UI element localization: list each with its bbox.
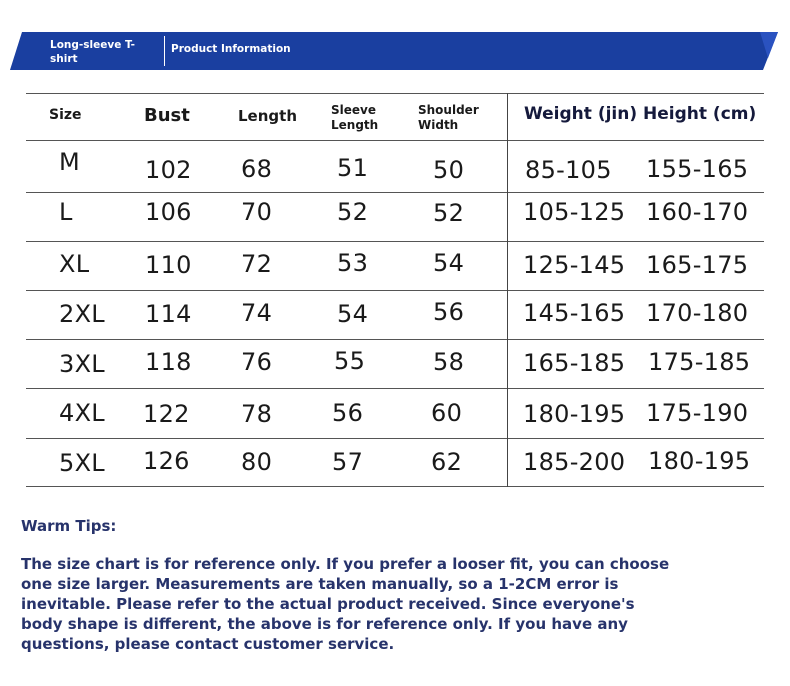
warm-tips [21,517,781,654]
cell-shoulder: 50 [433,156,465,184]
cell-height: 155-165 [646,155,749,183]
cell-weight: 185-200 [523,448,626,476]
cell-length: 80 [241,448,273,476]
cell-length: 68 [241,155,273,183]
cell-sleeve: 54 [337,300,369,328]
header-banner [0,0,790,80]
table-divider [507,93,508,487]
cell-size: 5XL [59,449,105,477]
cell-weight: 85-105 [525,156,612,184]
table-line [26,486,764,487]
header-sleeve-line2: Length [331,118,379,132]
table-line [26,140,764,141]
cell-length: 76 [241,348,273,376]
cell-height: 170-180 [646,299,749,327]
cell-size: M [59,148,81,176]
cell-shoulder: 62 [431,448,463,476]
cell-length: 78 [241,400,273,428]
cell-bust: 114 [145,300,192,328]
cell-shoulder: 56 [433,298,465,326]
cell-sleeve: 53 [337,249,369,277]
cell-sleeve: 55 [334,347,366,375]
table-line [26,438,764,439]
header-shoulder-line2: Width [418,118,459,132]
cell-height: 175-190 [646,399,749,427]
cell-sleeve: 51 [337,154,369,182]
table-line [26,241,764,242]
cell-shoulder: 54 [433,249,465,277]
header-sleeve-length [331,103,378,133]
cell-bust: 118 [145,348,192,376]
cell-bust: 102 [145,156,192,184]
header-size: Size [49,107,82,123]
banner-title: Long-sleeve T-shirt [50,39,135,65]
table-line [26,192,764,193]
table-line [26,339,764,340]
banner-subtitle: Product Information [171,43,291,55]
table-line [26,290,764,291]
cell-weight: 105-125 [523,198,626,226]
cell-weight: 165-185 [523,349,626,377]
cell-shoulder: 60 [431,399,463,427]
cell-sleeve: 57 [332,448,364,476]
cell-size: 3XL [59,350,105,378]
size-table [26,93,764,487]
cell-shoulder: 52 [433,199,465,227]
header-bust: Bust [144,105,190,126]
cell-bust: 122 [143,400,190,428]
cell-bust: 106 [145,198,192,226]
cell-size: XL [59,250,90,278]
cell-weight: 180-195 [523,400,626,428]
tips-body: The size chart is for reference only. If you prefer a looser fit, you can choose one size larger. Measurements are taken manually, so a 1-2CM error is inevitable. Please refer to the actual product received. Since everyone's body shape is different, the above is for reference only. If you have any questions, please contact customer service. [21,555,670,653]
header-shoulder-width [418,103,479,133]
cell-length: 74 [241,299,273,327]
cell-size: 2XL [59,300,105,328]
cell-length: 72 [241,250,273,278]
tips-title: Warm Tips: [21,517,117,535]
cell-height: 175-185 [648,348,751,376]
cell-sleeve: 56 [332,399,364,427]
cell-length: 70 [241,198,273,226]
cell-weight: 145-165 [523,299,626,327]
header-shoulder-line1: Shoulder [418,103,479,117]
cell-bust: 110 [145,251,192,279]
table-line [26,93,764,94]
banner-separator [164,36,165,66]
table-line [26,388,764,389]
cell-bust: 126 [143,447,190,475]
header-length: Length [238,107,297,125]
cell-weight: 125-145 [523,251,626,279]
cell-height: 160-170 [646,198,749,226]
cell-height: 180-195 [648,447,751,475]
cell-size: 4XL [59,399,105,427]
header-weight-height: Weight (jin) Height (cm) [524,104,757,124]
header-sleeve-line1: Sleeve [331,103,376,117]
cell-size: L [59,198,73,226]
cell-height: 165-175 [646,251,749,279]
cell-shoulder: 58 [433,348,465,376]
cell-sleeve: 52 [337,198,369,226]
